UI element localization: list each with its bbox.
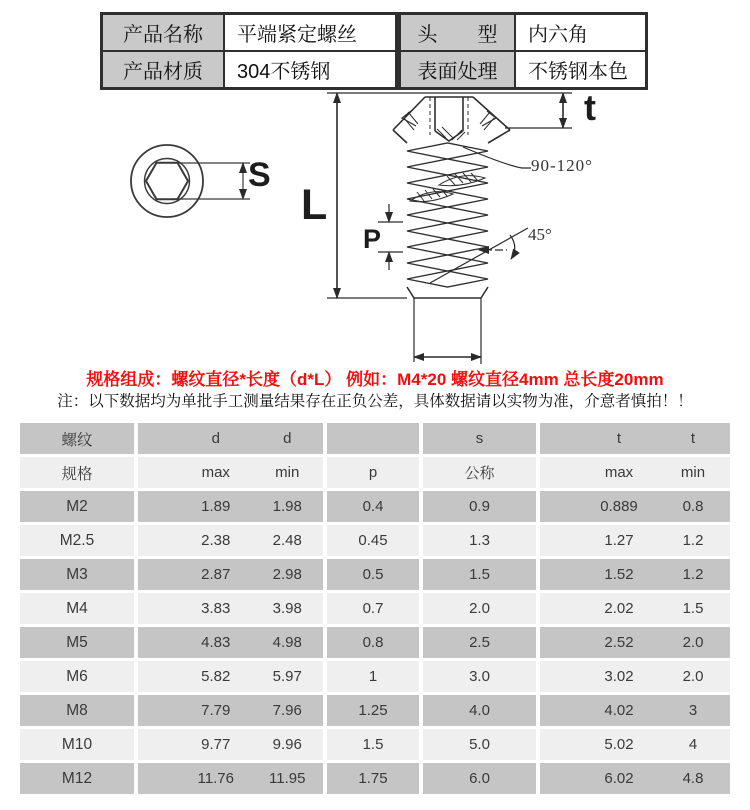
surface-value: 不锈钢本色 — [515, 51, 646, 88]
spec-cell-t: 1.27 1.2 — [540, 525, 730, 556]
spec-cell-thread: M6 — [20, 661, 138, 692]
spec-cell-p: 1.25 — [327, 695, 423, 726]
side-view — [393, 97, 510, 298]
spec-cell-d: 3.83 3.98 — [138, 593, 327, 624]
spec-cell-s: 公称 — [423, 457, 540, 488]
spec-cell-t: 6.02 4.8 — [540, 763, 730, 794]
spec-cell-p: 1.5 — [327, 729, 423, 760]
spec-row-M3 — [20, 559, 730, 590]
spec-cell-s: 1.5 — [423, 559, 540, 590]
spec-cell-thread: M12 — [20, 763, 138, 794]
product-info-table-right — [398, 12, 648, 90]
spec-row-M8 — [20, 695, 730, 726]
spec-cell-t: 3.02 2.0 — [540, 661, 730, 692]
spec-header-row-2 — [20, 457, 730, 488]
spec-cell-p — [327, 423, 423, 454]
spec-row-M12 — [20, 763, 730, 794]
spec-header-row-1 — [20, 423, 730, 454]
spec-cell-s: 4.0 — [423, 695, 540, 726]
dimension-label-l: L — [301, 181, 328, 229]
spec-cell-t: 2.52 2.0 — [540, 627, 730, 658]
spec-cell-d: 2.87 2.98 — [138, 559, 327, 590]
spec-cell-thread: M10 — [20, 729, 138, 760]
spec-row-M4 — [20, 593, 730, 624]
spec-cell-d: 2.38 2.48 — [138, 525, 327, 556]
spec-table — [20, 423, 730, 794]
spec-cell-p: 1.75 — [327, 763, 423, 794]
dimension-label-cone-angle: 90-120° — [531, 156, 593, 175]
spec-cell-d: 4.83 4.98 — [138, 627, 327, 658]
spec-row-M6 — [20, 661, 730, 692]
spec-cell-thread: 螺纹 — [20, 423, 138, 454]
spec-cell-s: 3.0 — [423, 661, 540, 692]
spec-cell-p: 0.8 — [327, 627, 423, 658]
spec-cell-s: 0.9 — [423, 491, 540, 522]
product-name-label: 产品名称 — [102, 14, 224, 51]
spec-cell-t: t t — [540, 423, 730, 454]
spec-cell-t: max min — [540, 457, 730, 488]
spec-cell-t: 5.02 4 — [540, 729, 730, 760]
dimension-label-s: S — [248, 156, 271, 194]
spec-cell-p: 0.45 — [327, 525, 423, 556]
spec-row-M5 — [20, 627, 730, 658]
spec-cell-p: 0.7 — [327, 593, 423, 624]
material-label: 产品材质 — [102, 51, 224, 88]
surface-label: 表面处理 — [400, 51, 515, 88]
spec-row-M10 — [20, 729, 730, 760]
spec-row-M2.5 — [20, 525, 730, 556]
spec-cell-s: 2.5 — [423, 627, 540, 658]
spec-cell-d: 11.76 11.95 — [138, 763, 327, 794]
spec-cell-t: 0.889 0.8 — [540, 491, 730, 522]
technical-drawing — [105, 85, 645, 367]
spec-cell-s: 6.0 — [423, 763, 540, 794]
spec-cell-p: 0.4 — [327, 491, 423, 522]
spec-cell-thread: M8 — [20, 695, 138, 726]
product-info-table-left — [100, 12, 398, 90]
product-name-value: 平端紧定螺丝 — [224, 14, 396, 51]
end-view — [131, 145, 250, 217]
spec-cell-thread: M2 — [20, 491, 138, 522]
spec-cell-thread: M3 — [20, 559, 138, 590]
spec-cell-t: 2.02 1.5 — [540, 593, 730, 624]
tolerance-note: 注：以下数据均为单批手工测量结果存在正负公差，具体数据请以实物为准，介意者慎拍！！ — [57, 393, 693, 410]
spec-cell-d: max min — [138, 457, 327, 488]
spec-cell-thread: M4 — [20, 593, 138, 624]
spec-format-note: 规格组成：螺纹直径*长度（d*L） 例如：M4*20 螺纹直径4mm 总长度20mm — [86, 370, 664, 389]
spec-cell-t: 1.52 1.2 — [540, 559, 730, 590]
spec-cell-d: 7.79 7.96 — [138, 695, 327, 726]
spec-cell-s: s — [423, 423, 540, 454]
dimension-label-p: P — [363, 224, 382, 254]
spec-cell-thread: M2.5 — [20, 525, 138, 556]
spec-cell-d: d d — [138, 423, 327, 454]
spec-cell-thread: M5 — [20, 627, 138, 658]
spec-cell-p: 1 — [327, 661, 423, 692]
spec-cell-d: 5.82 5.97 — [138, 661, 327, 692]
spec-cell-s: 2.0 — [423, 593, 540, 624]
dimension-label-t: t — [584, 87, 596, 128]
spec-row-M2 — [20, 491, 730, 522]
material-value: 304不锈钢 — [224, 51, 396, 88]
spec-cell-thread: 规格 — [20, 457, 138, 488]
spec-cell-p: 0.5 — [327, 559, 423, 590]
spec-cell-s: 1.3 — [423, 525, 540, 556]
spec-cell-s: 5.0 — [423, 729, 540, 760]
head-type-label: 头 型 — [400, 14, 515, 51]
spec-cell-t: 4.02 3 — [540, 695, 730, 726]
spec-cell-p: p — [327, 457, 423, 488]
spec-cell-d: 1.89 1.98 — [138, 491, 327, 522]
dimension-label-chamfer-angle: 45° — [528, 225, 552, 244]
head-type-value: 内六角 — [515, 14, 646, 51]
spec-cell-d: 9.77 9.96 — [138, 729, 327, 760]
